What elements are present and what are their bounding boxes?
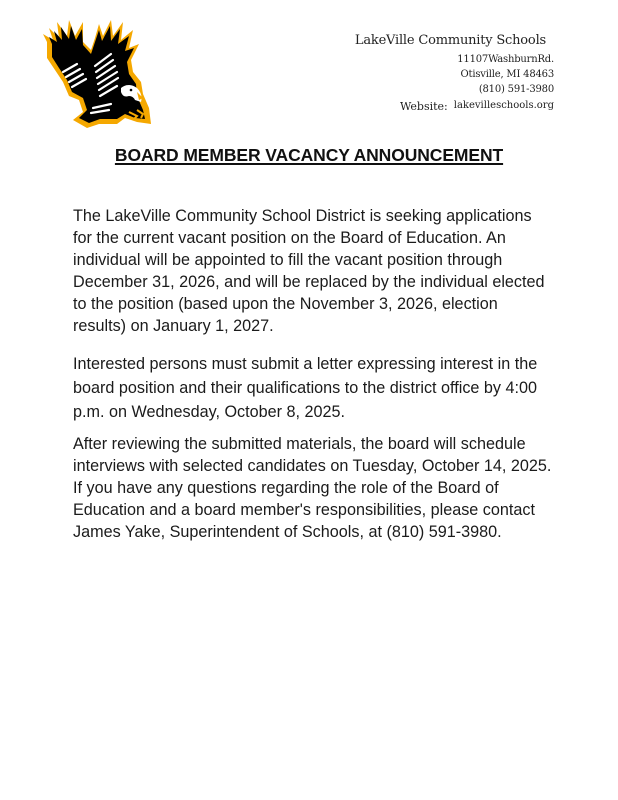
paragraph-submission — [73, 352, 553, 424]
phone-number: (810) 591-3980 — [478, 84, 554, 95]
eagle-mascot-icon — [33, 12, 163, 132]
paragraph-interviews — [73, 433, 553, 543]
paragraph-vacancy — [73, 205, 553, 337]
address-city: Otisville, MI 48463 — [460, 69, 554, 80]
address-street: 11107WashburnRd. — [457, 54, 554, 65]
paragraph-text: The LakeVille Community School District is seeking applications for the current vacant position on the Board of Education. An individual will be appointed to fill the vacant position through December 31, 2026, and will be replaced by the individual elected to the position (based upon the November 3, 2026, election results) on January 1, 2027. — [73, 207, 545, 335]
school-contact-block — [355, 33, 554, 113]
page-title: BOARD MEMBER VACANCY ANNOUNCEMENT — [114, 145, 504, 165]
website-line — [355, 97, 554, 113]
school-name: LakeVille Community Schools — [354, 33, 546, 48]
paragraph-text: Interested persons must submit a letter expressing interest in the board position and their qualifications to the district office by 4:00 p.m. on Wednesday, October 8, 2025. — [73, 355, 538, 421]
website-label: Website: — [400, 100, 448, 113]
website-link[interactable]: lakevilleschools.org — [453, 100, 554, 111]
paragraph-text: After reviewing the submitted materials, the board will schedule interviews with selected candidates on Tuesday, October 14, 2025. If you have any questions regarding the role of the Board of Education and a board member's responsibilities, please contact James Yake, Superintendent of Schools, at (810) 591-3980. — [73, 435, 552, 541]
